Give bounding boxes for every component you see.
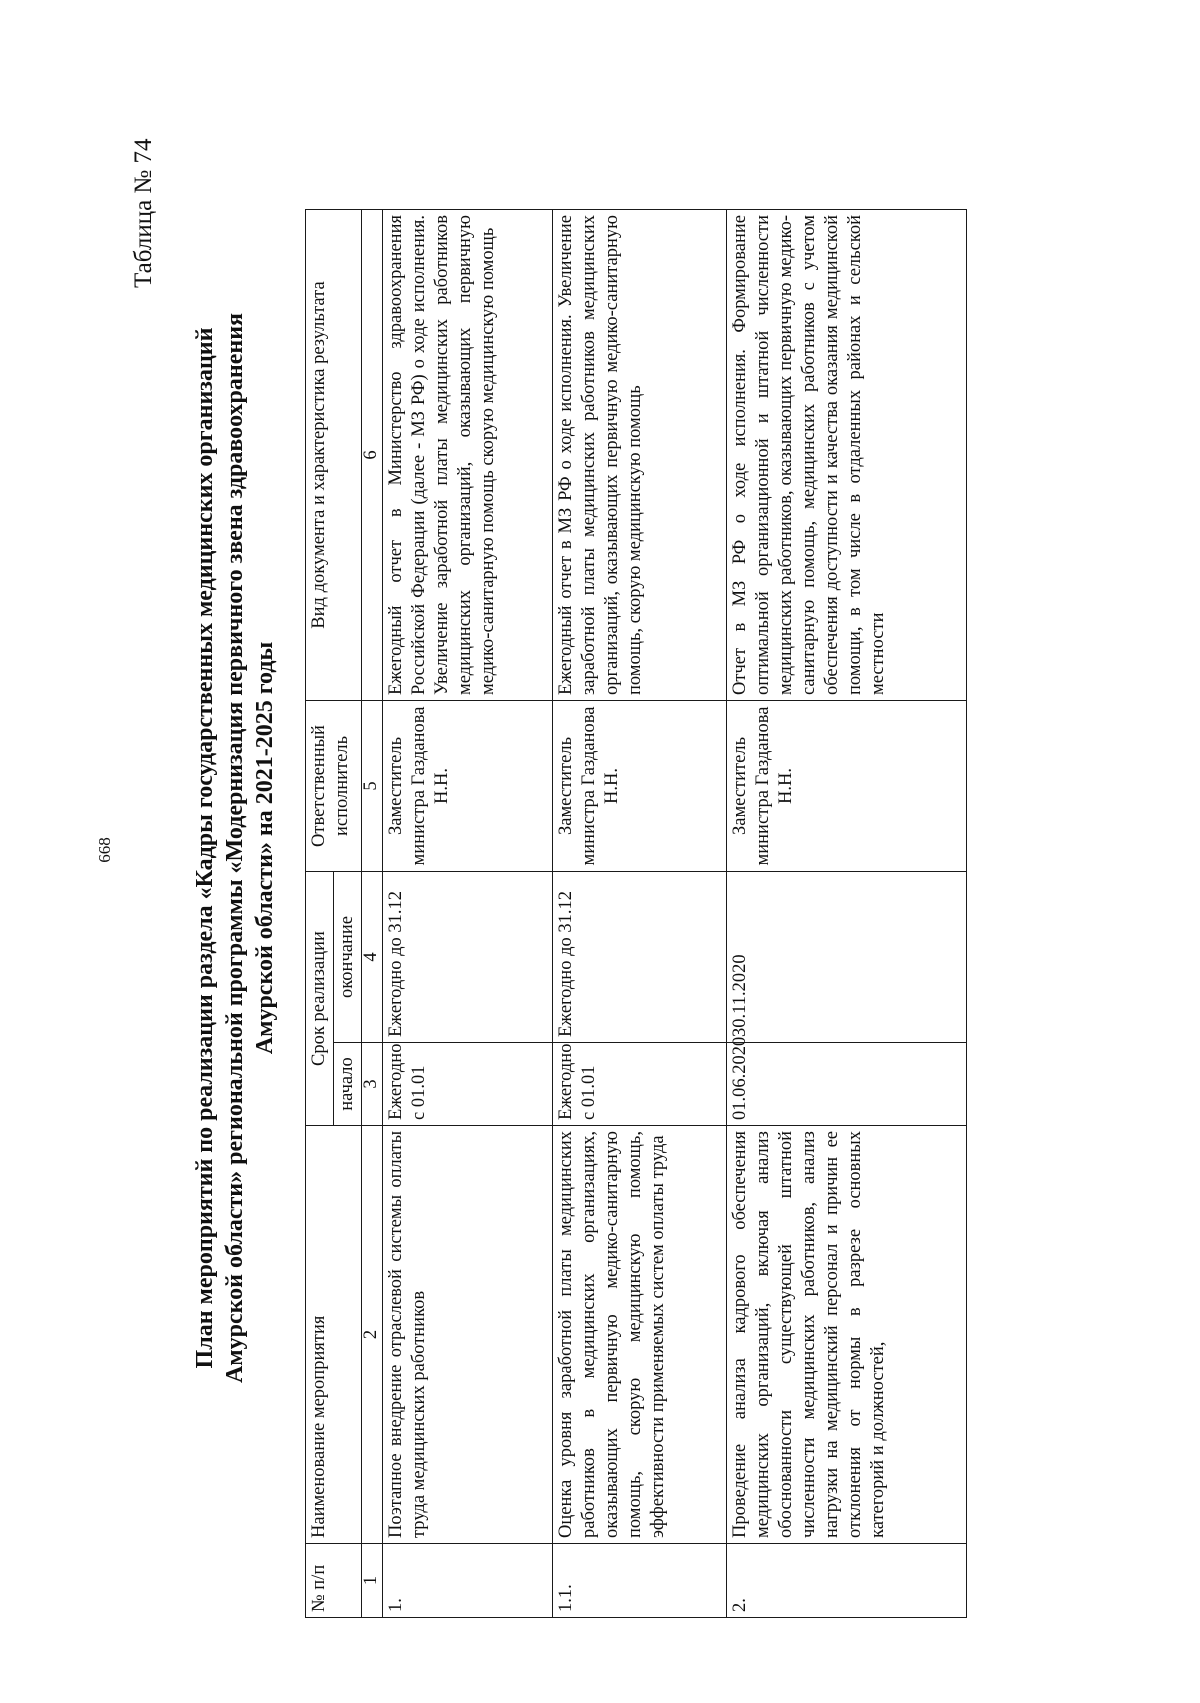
row-start: 01.06.2020 — [727, 1043, 967, 1126]
column-number: 3 — [362, 1043, 383, 1126]
title-line-2: Амурской области» региональной программы «Модернизация первичного звена здравоохранения — [222, 312, 248, 1384]
row-number: 1. — [383, 1544, 553, 1618]
row-executor: Заместитель министра Газданова Н.Н. — [727, 701, 967, 872]
row-executor: Заместитель министра Газданова Н.Н. — [383, 701, 553, 872]
title-line-3: Амурской области» на 2021-2025 годы — [252, 641, 278, 1055]
table-row — [553, 210, 727, 1618]
header-result: Вид документа и характеристика результата — [306, 210, 362, 701]
column-number: 2 — [362, 1126, 383, 1544]
table-row — [727, 210, 967, 1618]
column-number: 5 — [362, 701, 383, 872]
plan-table — [305, 209, 967, 1618]
header-name: Наименование мероприятия — [306, 1126, 362, 1544]
row-event-name: Оценка уровня заработной платы медицинских работников в медицинских организациях, оказывающих первичную медико-санитарную помощь, скорую медицинскую помощь, эффективности применяемых систем оплаты труда — [553, 1126, 727, 1544]
table-label: Таблица № 74 — [130, 138, 157, 288]
column-number: 6 — [362, 210, 383, 701]
header-start: начало — [334, 1043, 362, 1126]
row-number: 2. — [727, 1544, 967, 1618]
header-end: окончание — [334, 872, 362, 1043]
header-num: № п/п — [306, 1544, 362, 1618]
header-row — [306, 210, 334, 1618]
row-number: 1.1. — [553, 1544, 727, 1618]
row-result: Отчет в МЗ РФ о ходе исполнения. Формирование оптимальной организационной и штатной численности медицинских работников, оказывающих первичную медико-санитарную помощь, медицинских работников с учетом обеспечения доступности и качества оказания медицинской помощи, в том числе в отдаленных районах и сельской местности — [727, 210, 967, 701]
row-end: Ежегодно до 31.12 — [553, 872, 727, 1043]
row-executor: Заместитель министра Газданова Н.Н. — [553, 701, 727, 872]
header-executor: Ответственный исполнитель — [306, 701, 362, 872]
row-end: Ежегодно до 31.12 — [383, 872, 553, 1043]
header-period: Срок реализации — [306, 872, 334, 1126]
row-result: Ежегодный отчет в Министерство здравоохранения Российской Федерации (далее - МЗ РФ) о ходе исполнения. Увеличение заработной платы медицинских работников медицинских организаций, оказывающих первичную медико-санитарную помощь скорую медицинскую помощь — [383, 210, 553, 701]
row-event-name: Поэтапное внедрение отраслевой системы оплаты труда медицинских работников — [383, 1126, 553, 1544]
row-start: Ежегодно с 01.01 — [553, 1043, 727, 1126]
row-result: Ежегодный отчет в МЗ РФ о ходе исполнения. Увеличение заработной платы медицинских работников медицинских организаций, оказывающих первичную медико-санитарную помощь, скорую медицинскую помощь — [553, 210, 727, 701]
table-row — [383, 210, 553, 1618]
row-event-name: Проведение анализа кадрового обеспечения медицинских организаций, включая анализ обоснованности существующей штатной численности медицинских работников, анализ нагрузки на медицинский персонал и причин ее отклонения от нормы в разрезе основных категорий и должностей, — [727, 1126, 967, 1544]
row-start: Ежегодно с 01.01 — [383, 1043, 553, 1126]
column-number: 1 — [362, 1544, 383, 1618]
column-number: 4 — [362, 872, 383, 1043]
title-line-1: План мероприятий по реализации раздела «Кадры государственных медицинских организаций — [192, 327, 218, 1369]
row-end: 30.11.2020 — [727, 872, 967, 1043]
page-number: 668 — [95, 837, 114, 863]
column-number-row — [362, 210, 383, 1618]
document-title — [190, 173, 280, 1523]
